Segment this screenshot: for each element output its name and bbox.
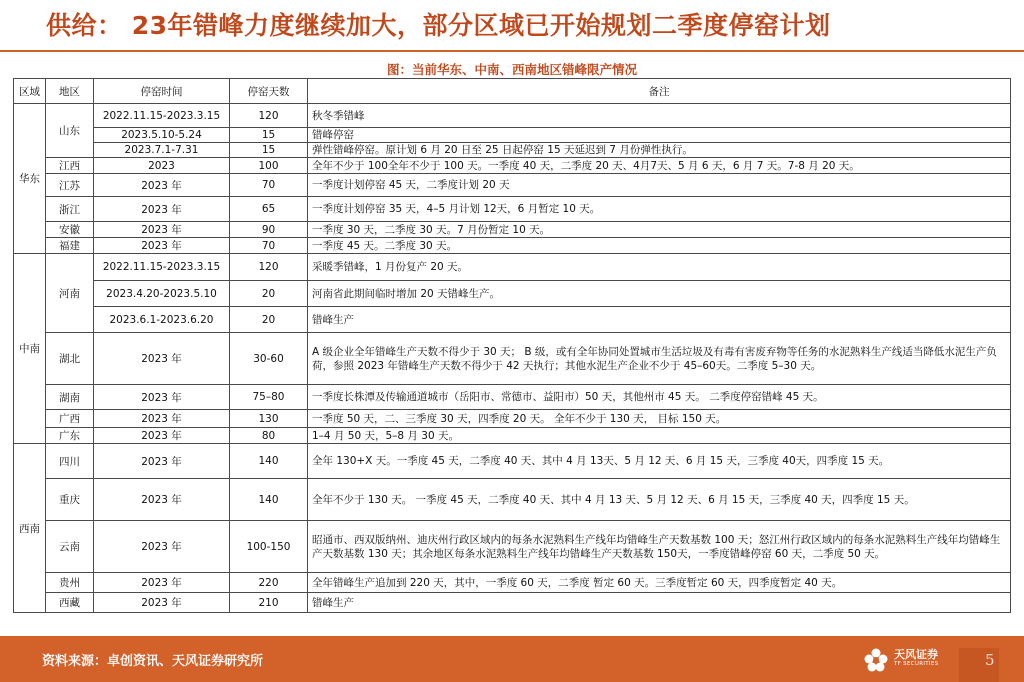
table-row <box>14 128 1011 143</box>
flower-logo-icon <box>862 646 890 674</box>
note-cell: 采暖季错峰，1 月份复产 20 天。 <box>308 254 1011 281</box>
period-cell: 2023 年 <box>94 428 230 444</box>
period-cell: 2023 年 <box>94 479 230 521</box>
province-cell: 四川 <box>46 444 94 479</box>
days-cell: 140 <box>230 479 308 521</box>
province-cell: 江苏 <box>46 174 94 197</box>
days-cell: 15 <box>230 128 308 143</box>
days-cell: 140 <box>230 444 308 479</box>
period-cell: 2023.7.1-7.31 <box>94 143 230 158</box>
period-cell: 2023.5.10-5.24 <box>94 128 230 143</box>
days-cell: 65 <box>230 197 308 222</box>
days-cell: 80 <box>230 428 308 444</box>
days-cell: 70 <box>230 238 308 254</box>
period-cell: 2023 年 <box>94 521 230 573</box>
period-cell: 2023 年 <box>94 238 230 254</box>
province-cell: 湖北 <box>46 333 94 385</box>
days-cell: 90 <box>230 222 308 238</box>
days-cell: 120 <box>230 104 308 128</box>
days-cell: 70 <box>230 174 308 197</box>
note-cell: 一季度 50 天，二、三季度 30 天，四季度 20 天。 全年不少于 130 天， 目标 150 天。 <box>308 410 1011 428</box>
note-cell: 一季度长株潭及传输通道城市（岳阳市、常德市、益阳市）50 天，其他州市 45 天。 二季度停窑错峰 45 天。 <box>308 385 1011 410</box>
province-cell: 西藏 <box>46 593 94 613</box>
table-row <box>14 479 1011 521</box>
note-cell: 全年不少于 100全年不少于 100 天。一季度 40 天，二季度 20 天、4月7天、5 月 6 天，6 月 7 天。7-8 月 20 天。 <box>308 158 1011 174</box>
table-row <box>14 410 1011 428</box>
table-row <box>14 307 1011 333</box>
header-period: 停窑时间 <box>94 79 230 104</box>
figure-caption: 图：当前华东、中南、西南地区错峰限产情况 <box>386 62 637 77</box>
table-row <box>14 197 1011 222</box>
header-days: 停窑天数 <box>230 79 308 104</box>
logo-name: 天风证券 <box>894 648 938 661</box>
table-row <box>14 238 1011 254</box>
region-cell: 中南 <box>14 254 46 444</box>
period-cell: 2023 <box>94 158 230 174</box>
period-cell: 2023 年 <box>94 174 230 197</box>
days-cell: 130 <box>230 410 308 428</box>
note-cell: 一季度计划停窑 35 天，4–5 月计划 12天，6 月暂定 10 天。 <box>308 197 1011 222</box>
province-cell: 福建 <box>46 238 94 254</box>
table-row <box>14 428 1011 444</box>
title-divider <box>0 50 1024 52</box>
note-cell: 一季度计划停窑 45 天，二季度计划 20 天 <box>308 174 1011 197</box>
note-cell: 秋冬季错峰 <box>308 104 1011 128</box>
province-cell: 贵州 <box>46 573 94 593</box>
table-row <box>14 444 1011 479</box>
province-cell: 云南 <box>46 521 94 573</box>
period-cell: 2023.4.20-2023.5.10 <box>94 281 230 307</box>
days-cell: 120 <box>230 254 308 281</box>
table-row <box>14 254 1011 281</box>
logo-subtitle: TF SECURITIES <box>894 661 939 667</box>
days-cell: 100 <box>230 158 308 174</box>
period-cell: 2023 年 <box>94 385 230 410</box>
days-cell: 30-60 <box>230 333 308 385</box>
note-cell: 错峰生产 <box>308 307 1011 333</box>
note-cell: A 级企业全年错峰生产天数不得少于 30 天； B 级，或有全年协同处置城市生活垃圾及有毒有害废弃物等任务的水泥熟料生产线适当降低水泥生产负荷，参照 2023 年错峰生产天数不得少于 42 天执行；其他水泥生产企业不少于 45–60天。二季度 5–30 天。 <box>308 333 1011 385</box>
province-cell: 河南 <box>46 254 94 333</box>
period-cell: 2022.11.15-2023.3.15 <box>94 104 230 128</box>
period-cell: 2023 年 <box>94 444 230 479</box>
days-cell: 75–80 <box>230 385 308 410</box>
source-note: 资料来源：卓创资讯、天风证券研究所 <box>42 654 264 669</box>
table-row <box>14 174 1011 197</box>
table-row <box>14 158 1011 174</box>
days-cell: 20 <box>230 307 308 333</box>
table-row <box>14 385 1011 410</box>
footer-bar <box>0 636 1024 682</box>
period-cell: 2023 年 <box>94 333 230 385</box>
period-cell: 2023 年 <box>94 197 230 222</box>
days-cell: 100-150 <box>230 521 308 573</box>
table-row <box>14 222 1011 238</box>
days-cell: 20 <box>230 281 308 307</box>
table-row <box>14 143 1011 158</box>
header-province: 地区 <box>46 79 94 104</box>
curtailment-table <box>13 78 1011 613</box>
note-cell: 河南省此期间临时增加 20 天错峰生产。 <box>308 281 1011 307</box>
province-cell: 浙江 <box>46 197 94 222</box>
table-row <box>14 333 1011 385</box>
province-cell: 山东 <box>46 104 94 158</box>
region-cell: 华东 <box>14 104 46 254</box>
note-cell: 全年 130+X 天。一季度 45 天，二季度 40 天、其中 4 月 13天、5 月 12 天、6 月 15 天，三季度 40天，四季度 15 天。 <box>308 444 1011 479</box>
days-cell: 210 <box>230 593 308 613</box>
table-row <box>14 521 1011 573</box>
province-cell: 广西 <box>46 410 94 428</box>
table-row <box>14 104 1011 128</box>
period-cell: 2022.11.15-2023.3.15 <box>94 254 230 281</box>
header-note: 备注 <box>308 79 1011 104</box>
note-cell: 错峰停窑 <box>308 128 1011 143</box>
table-row <box>14 573 1011 593</box>
days-cell: 15 <box>230 143 308 158</box>
days-cell: 220 <box>230 573 308 593</box>
province-cell: 广东 <box>46 428 94 444</box>
header-region: 区域 <box>14 79 46 104</box>
table-header-row <box>14 79 1011 104</box>
province-cell: 江西 <box>46 158 94 174</box>
page-number: 5 <box>985 651 995 669</box>
table-row <box>14 281 1011 307</box>
period-cell: 2023 年 <box>94 410 230 428</box>
period-cell: 2023 年 <box>94 573 230 593</box>
note-cell: 1–4 月 50 天，5–8 月 30 天。 <box>308 428 1011 444</box>
province-cell: 湖南 <box>46 385 94 410</box>
note-cell: 全年错峰生产追加到 220 天，其中，一季度 60 天，二季度 暂定 60 天。三季度暂定 60 天，四季度暂定 40 天。 <box>308 573 1011 593</box>
table-row <box>14 593 1011 613</box>
note-cell: 一季度 45 天。二季度 30 天。 <box>308 238 1011 254</box>
period-cell: 2023 年 <box>94 222 230 238</box>
note-cell: 一季度 30 天，二季度 30 天。7 月份暂定 10 天。 <box>308 222 1011 238</box>
note-cell: 错峰生产 <box>308 593 1011 613</box>
period-cell: 2023.6.1-2023.6.20 <box>94 307 230 333</box>
region-cell: 西南 <box>14 444 46 613</box>
note-cell: 昭通市、西双版纳州、迪庆州行政区域内的每条水泥熟料生产线年均错峰生产天数基数 100 天；怒江州行政区域内的每条水泥熟料生产线年均错峰生产天数基数 130 天；其余地区每条水泥熟料生产线年均错峰生产天数基数 150天，一季度错峰停窑 60 天，二季度 50 天。 <box>308 521 1011 573</box>
note-cell: 全年不少于 130 天。 一季度 45 天，二季度 40 天、其中 4 月 13 天、5 月 12 天、6 月 15 天，三季度 40 天，四季度 15 天。 <box>308 479 1011 521</box>
period-cell: 2023 年 <box>94 593 230 613</box>
note-cell: 弹性错峰停窑。原计划 6 月 20 日至 25 日起停窑 15 天延迟到 7 月份弹性执行。 <box>308 143 1011 158</box>
province-cell: 重庆 <box>46 479 94 521</box>
page-title: 供给： 23年错峰力度继续加大，部分区域已开始规划二季度停窑计划 <box>46 11 831 40</box>
province-cell: 安徽 <box>46 222 94 238</box>
